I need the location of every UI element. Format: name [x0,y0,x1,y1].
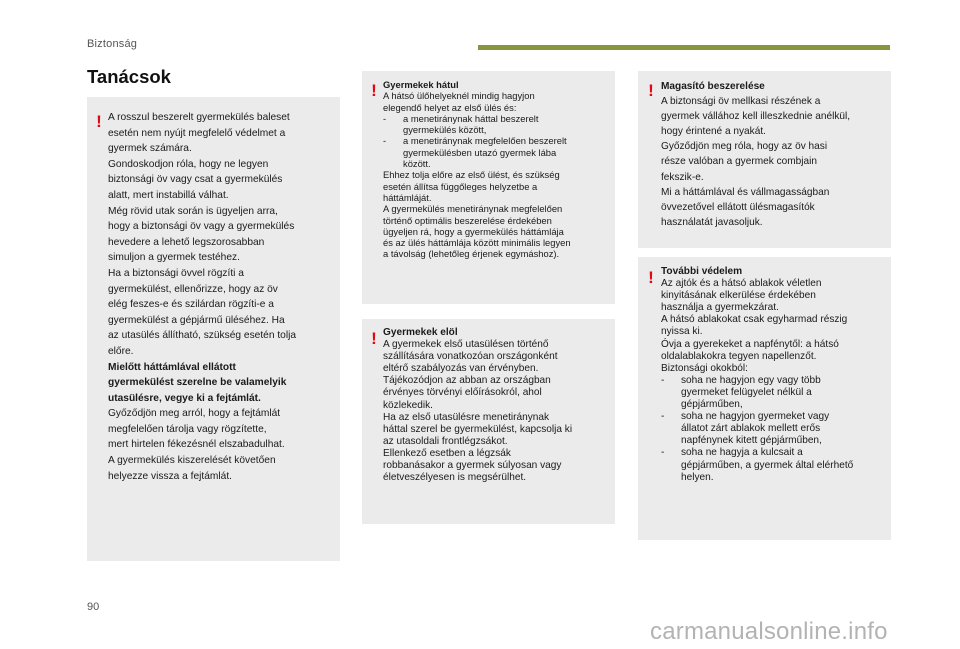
bullet-line: - soha ne hagyjon gyermeket vagy [661,411,830,423]
children-rear-title: Gyermekek hátul [383,79,459,90]
child-seat-warning-text [108,110,296,484]
text-line: Mi a háttámlával és vállmagasságban [661,186,830,198]
text-line: hevedere a lehető legszorosabban [108,236,265,248]
page-title: Tanácsok [87,66,171,87]
text-line: oldalablakokra tegyen napellenzőt. [661,350,817,362]
bullet-line: gépjárműben, a gyermek által elérhető [681,459,854,471]
booster-install-text [661,79,850,230]
exclamation-warning-icon: ! [648,268,654,287]
bullet-dash: - [661,411,665,423]
text-line: esetén nem nyújt megfelelő védelmet a [108,127,286,139]
text-line: ügyeljen rá, hogy a gyermekülés háttámlája [383,225,564,237]
text-line: A hátsó ablakokat csak egyharmad részig [661,314,848,326]
text-line: háttal szerel be gyermekülést, kapcsolja ki [383,423,573,435]
exclamation-warning-icon: ! [648,81,654,100]
text-line: Tájékozódjon az abban az országban [383,375,551,387]
exclamation-warning-icon: ! [371,329,377,348]
text-line: biztonsági öv vagy csat a gyermekülés [108,174,283,186]
text-line: közlekedik. [383,399,433,411]
children-rear-text [383,79,571,260]
text-line: gyermek vállához kell illeszkednie anélkül, [661,111,851,123]
bullet-dash: - [383,135,387,147]
header-accent-bar [478,45,890,50]
text-line: használatát javasoljuk. [661,216,763,228]
text-line: eltérő szabályozás van érvényben. [383,363,539,375]
bullet-dash: - [661,447,665,459]
bullet-line: állatot zárt ablakok mellett erős [681,423,821,435]
booster-install-body [661,94,850,230]
text-line: megfelelően tárolja vagy rögzítette, [108,423,267,435]
bullet-line: gyermeket felügyelet nélkül a [681,386,812,398]
text-line: érvényes törvényi előírásokról, ahol [383,387,542,399]
text-line: gyermekülést a gépjármű üléséhez. Ha [108,314,285,326]
children-front-body [383,339,572,484]
text-line: a távolság (lehetőleg érjenek egymáshoz). [383,248,560,260]
text-line: A hátsó ülőhelyeknél mindig hagyjon [383,90,535,102]
text-line: helyezze vissza a fejtámlát. [108,470,233,482]
bullet-line: gyermekülés között, [403,124,487,136]
text-line: Mielőtt háttámlával ellátott [108,361,236,373]
text-line: történő optimális beszerelése érdekében [383,214,552,226]
text-line: A gyermekek első utasülésen történő [383,339,549,351]
extra-protection-bullets [661,375,853,484]
text-line: használja a gyermekzárat. [661,302,779,314]
bullet-line: - a menetiránynak háttal beszerelt [383,112,539,124]
text-line: Az ajtók és a hátsó ablakok véletlen [661,278,822,290]
children-front-text [383,327,572,484]
text-line: elegendő helyet az első ülés és: [383,101,517,113]
extra-protection-text [661,266,853,484]
text-line: Még rövid utak során is ügyeljen arra, [108,205,278,217]
text-line: simuljon a gyermek testéhez. [108,252,240,264]
text-line: gyermek számára. [108,143,192,155]
text-line: A gyermekülés menetiránynak megfelelően [383,203,563,215]
bullet-dash: - [661,374,665,386]
text-line: alatt, mert instabillá válhat. [108,189,229,201]
bullet-line: gyermekülésben utazó gyermek lába [403,146,557,158]
text-line: szállítására vonatkozóan országonként [383,351,558,363]
col1-body [108,110,296,360]
col1-bold [108,360,296,407]
text-line: elég feszes-e és szilárdan rögzíti-e a [108,299,274,311]
children-rear-body [383,169,571,259]
text-line: Óvja a gyerekeket a napfénytől: a hátsó [661,338,839,350]
children-rear-bullets [383,113,571,169]
text-line: Ehhez tolja előre az első ülést, és szükség [383,169,560,181]
children-rear-intro [383,90,571,113]
bullet-line: gépjárműben, [681,399,743,411]
text-line: Győződjön meg róla, hogy az öv hasi [661,141,828,153]
text-line: utasülésre, vegye ki a fejtámlát. [108,392,261,404]
children-front-title: Gyermekek elöl [383,327,458,338]
bullet-line: helyen. [681,471,714,483]
text-line: övvezetővel ellátott ülésmagasítók [661,201,815,213]
text-line: A rosszul beszerelt gyermekülés baleset [108,112,290,123]
text-line: fekszik-e. [661,171,704,183]
booster-install-title: Magasító beszerelése [661,81,765,92]
text-line: életveszélyesen is megsérülhet. [383,472,527,484]
text-line: és az ülés háttámlája között minimális legyen [383,237,571,249]
text-line: robbanásakor a gyermek súlyosan vagy [383,460,562,472]
text-line: A gyermekülés kiszerelését követően [108,455,276,467]
text-line: háttámláját. [383,191,432,203]
text-line: az utasoldali frontlégzsákot. [383,435,508,447]
text-line: része valóban a gyermek combjain [661,156,817,168]
watermark: carmanualsonline.info [650,618,888,645]
bullet-line: - a menetiránynak megfelelően beszerelt [383,135,567,147]
text-line: kinyitásának elkerülése érdekében [661,290,816,302]
text-line: előre. [108,345,134,357]
text-line: hogy a biztonsági öv vagy a gyermekülés [108,221,295,233]
page-number: 90 [87,601,100,613]
text-line: A biztonsági öv mellkasi részének a [661,96,821,108]
text-line: az utasülés állítható, szükség esetén tolja [108,330,297,342]
text-line: esetén állítsa függőleges helyzetbe a [383,180,538,192]
text-line: Ha az első utasülésre menetiránynak [383,411,550,423]
bullet-line: - soha ne hagyjon egy vagy több [661,374,821,386]
text-line: gyermekülést szerelne be valamelyik [108,377,287,389]
text-line: mert hirtelen fékezésnél elszabadulhat. [108,439,285,451]
section-label: Biztonság [87,38,138,50]
text-line: Ha a biztonsági övvel rögzíti a [108,267,244,279]
text-line: gyermekülést, ellenőrizze, hogy az öv [108,283,278,295]
exclamation-warning-icon: ! [96,112,102,131]
bullet-dash: - [383,112,387,124]
extra-protection-intro [661,278,853,375]
exclamation-warning-icon: ! [371,81,377,100]
bullet-line: - soha ne hagyja a kulcsait a [661,447,803,459]
text-line: Ellenkező esetben a légzsák [383,447,511,459]
text-line: Biztonsági okokból: [661,362,748,374]
text-line: Gondoskodjon róla, hogy ne legyen [108,158,269,170]
extra-protection-title: További védelem [661,266,743,277]
text-line: hogy érintené a nyakát. [661,126,766,138]
text-line: Győződjön meg arról, hogy a fejtámlát [108,408,281,420]
text-line: nyissa ki. [661,326,703,338]
bullet-line: napfénynek kitett gépjárműben, [681,435,822,447]
bullet-line: között. [403,158,431,170]
col1-tail [108,406,296,484]
